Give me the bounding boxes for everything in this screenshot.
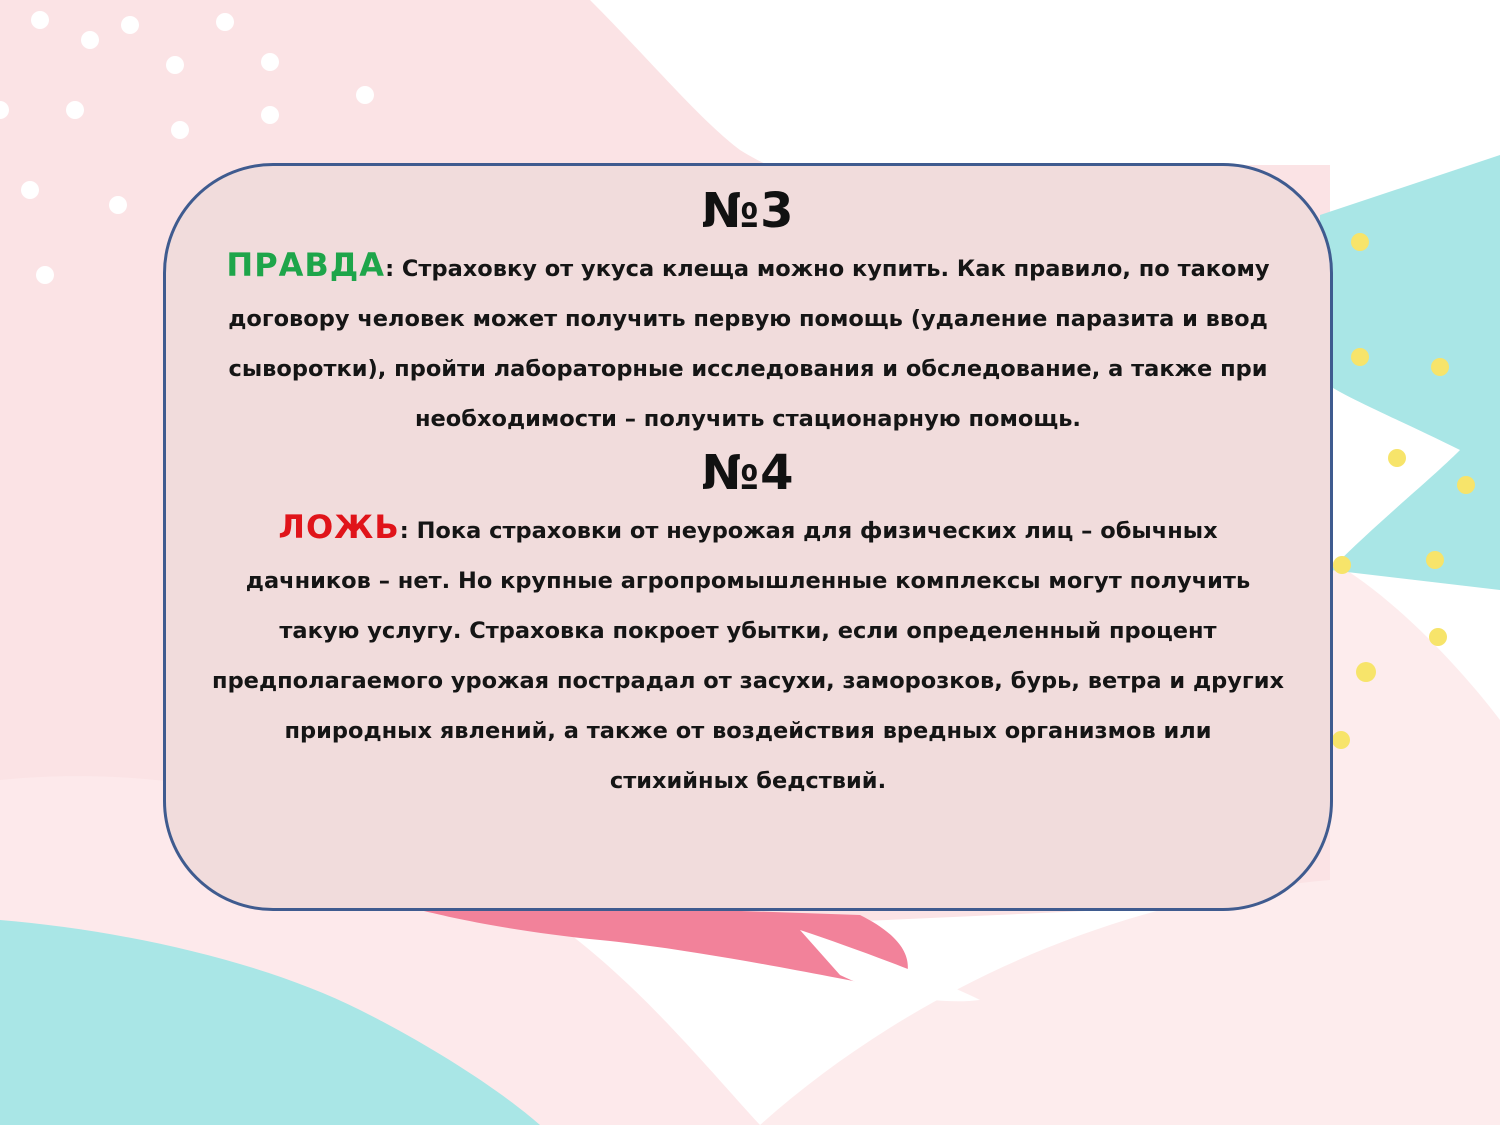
content-card	[163, 163, 1333, 911]
item-4-paragraph	[206, 502, 1290, 806]
item-4-separator: :	[399, 518, 417, 544]
item-3-separator: :	[385, 256, 402, 282]
teal-brush-stroke	[1320, 155, 1500, 590]
item-4-text: Пока страховки от неурожая для физических лиц – обычных дачников – нет. Но крупные агропромышленные комплексы могут получить такую услугу. Страховка покроет убытки, если определенный процент предполагаемого урожая пострадал от засухи, заморозков, бурь, ветра и других природных явлений, а также от воздействия вредных организмов или стихийных бедствий.	[212, 518, 1284, 794]
item-4-number: №4	[701, 445, 795, 501]
item-3-verdict: ПРАВДА	[226, 246, 386, 284]
item-3-paragraph	[206, 240, 1290, 444]
item-3-number: №3	[701, 183, 795, 239]
item-4-verdict: ЛОЖЬ	[278, 508, 400, 546]
item-3-text: Страховку от укуса клеща можно купить. Как правило, по такому договору человек может получить первую помощь (удаление паразита и ввод сыворотки), пройти лабораторные исследования и обследование, а также при необходимости – получить стационарную помощь.	[228, 256, 1270, 432]
